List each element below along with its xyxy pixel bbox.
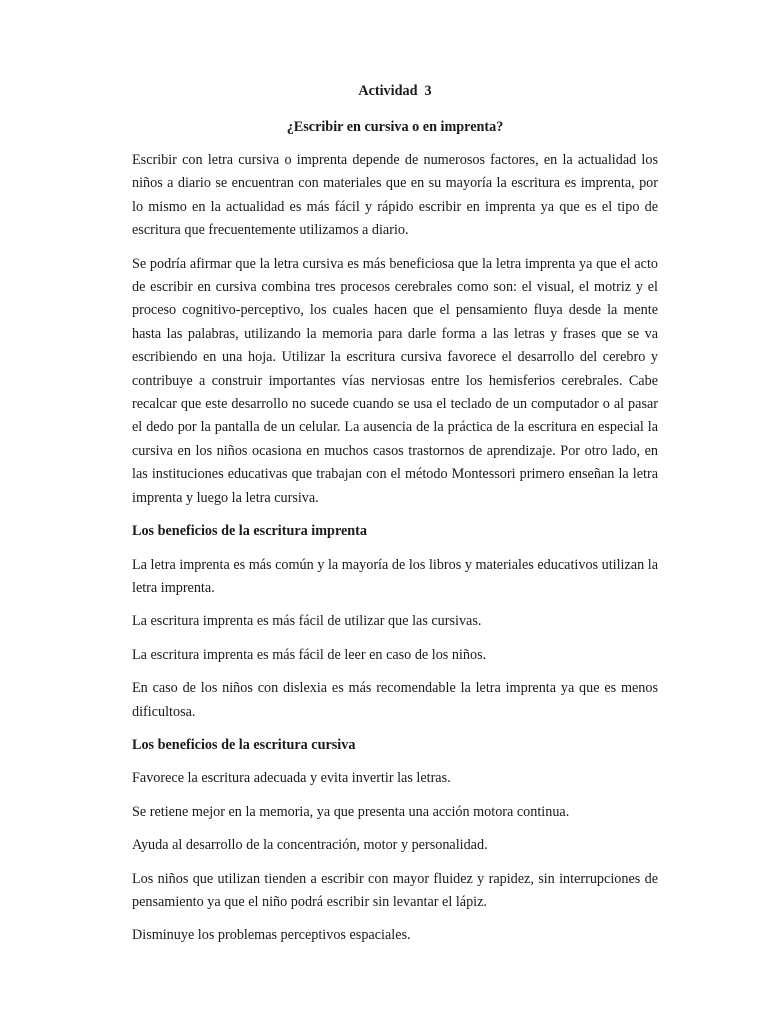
imprenta-item: En caso de los niños con dislexia es más recomendable la letra imprenta ya que es menos dificultosa. bbox=[132, 680, 658, 720]
imprenta-item: La letra imprenta es más común y la mayoría de los libros y materiales educativos utilizan la letra imprenta. bbox=[132, 556, 658, 596]
document-body bbox=[132, 79, 658, 948]
document-subtitle: ¿Escribir en cursiva o en imprenta? bbox=[286, 119, 504, 135]
document-title: Actividad 3 bbox=[358, 83, 432, 99]
cursiva-item: Disminuye los problemas perceptivos espaciales. bbox=[132, 927, 411, 944]
cursiva-item: Los niños que utilizan tienden a escribir con mayor fluidez y rapidez, sin interrupciones de pensamiento ya que el niño podrá escribir sin levantar el lápiz. bbox=[132, 870, 658, 910]
imprenta-item: La escritura imprenta es más fácil de leer en caso de los niños. bbox=[132, 646, 487, 663]
section-heading-imprenta: Los beneficios de la escritura imprenta bbox=[132, 523, 367, 540]
section-heading-cursiva: Los beneficios de la escritura cursiva bbox=[132, 736, 356, 753]
cursiva-item: Ayuda al desarrollo de la concentración, motor y personalidad. bbox=[132, 837, 488, 854]
cursiva-item: Favorece la escritura adecuada y evita invertir las letras. bbox=[132, 770, 451, 787]
imprenta-item: La escritura imprenta es más fácil de utilizar que las cursivas. bbox=[132, 613, 482, 630]
cursiva-item: Se retiene mejor en la memoria, ya que presenta una acción motora continua. bbox=[132, 803, 570, 820]
paragraph-intro: Escribir con letra cursiva o imprenta depende de numerosos factores, en la actualidad los niños a diario se encuentran con materiales que en su mayoría la escritura es imprenta, por lo mismo en la actualidad es más fácil y rápido escribir en imprenta ya que es el tipo de escritura que frecuentemente utilizamos a diario. bbox=[132, 152, 658, 239]
paragraph-body: Se podría afirmar que la letra cursiva es más beneficiosa que la letra imprenta ya que el acto de escribir en cursiva combina tres procesos cerebrales como son: el visual, el motriz y el proceso cognitivo-perceptivo, los cuales hacen que el pensamiento fluya desde la mente hasta las palabras, utilizando la memoria para darle forma a las letras y frases que se va escribiendo en una hoja. Utilizar la escritura cursiva favorece el desarrollo del cerebro y contribuye a construir importantes vías nerviosas entre los hemisferios cerebrales. Cabe recalcar que este desarrollo no sucede cuando se usa el teclado de un computador o al pasar el dedo por la pantalla de un celular. La ausencia de la práctica de la escritura en especial la cursiva en los niños ocasiona en muchos casos trastornos de aprendizaje. Por otro lado, en las instituciones educativas que trabajan con el método Montessori primero enseñan la letra imprenta y luego la letra cursiva. bbox=[132, 255, 658, 506]
